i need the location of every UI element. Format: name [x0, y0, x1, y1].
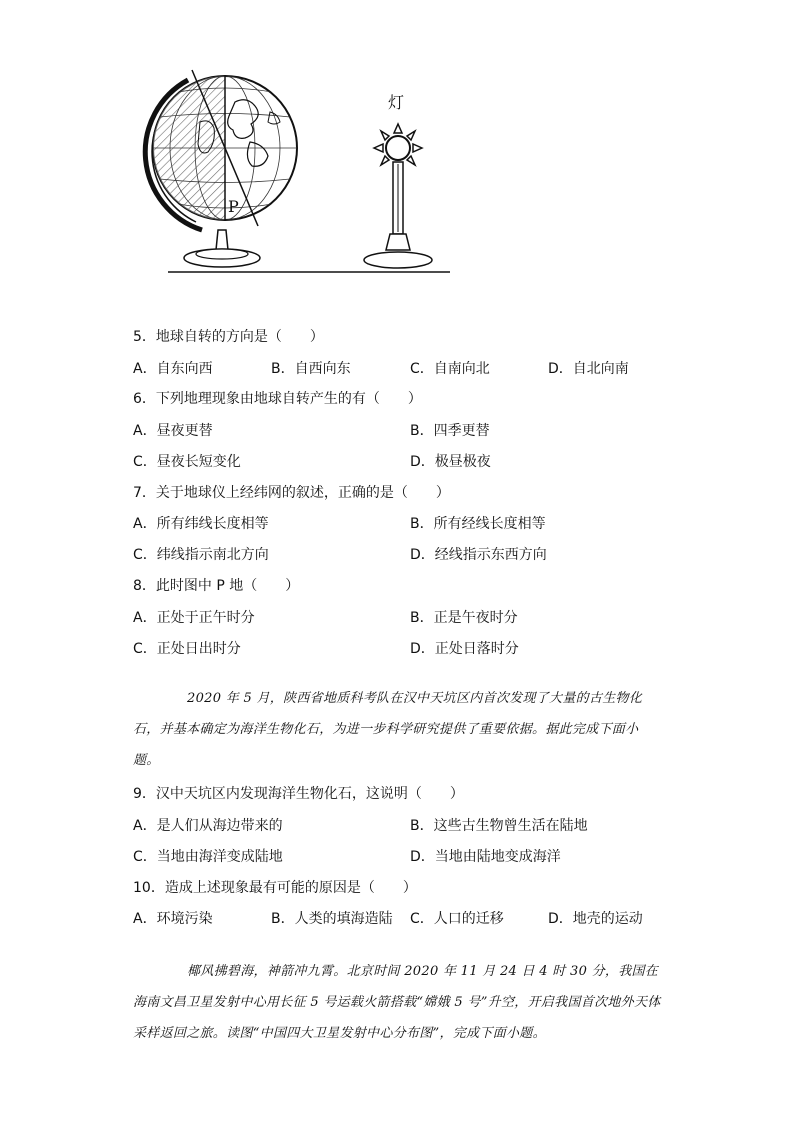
q6-option-a[interactable]: A．昼夜更替 — [133, 423, 213, 439]
q10-option-b[interactable]: B．人类的填海造陆 — [271, 911, 393, 927]
q7-option-a[interactable]: A．所有纬线长度相等 — [133, 516, 269, 532]
question-9-stem: 9．汉中天坑区内发现海洋生物化石，这说明（ ） — [133, 786, 464, 802]
q8-option-d[interactable]: D．正处日落时分 — [410, 641, 519, 657]
q5-option-d[interactable]: D．自北向南 — [548, 361, 629, 377]
q9-option-d[interactable]: D．当地由陆地变成海洋 — [410, 849, 561, 865]
point-p-label: P — [228, 197, 239, 216]
q7-option-d[interactable]: D．经线指示东西方向 — [410, 547, 547, 563]
passage-fossils: 2020 年 5 月，陕西省地质科考队在汉中天坑区内首次发现了大量的古生物化石，并基本确定为海洋生物化石，为进一步科学研究提供了重要依据。据此完成下面小题。 — [133, 691, 643, 768]
q9-option-c[interactable]: C．当地由海洋变成陆地 — [133, 849, 283, 865]
q7-option-c[interactable]: C．纬线指示南北方向 — [133, 547, 269, 563]
question-7-stem: 7．关于地球仪上经纬网的叙述，正确的是（ ） — [133, 485, 450, 501]
question-8-stem: 8．此时图中 P 地（ ） — [133, 578, 300, 594]
q8-option-a[interactable]: A．正处于正午时分 — [133, 610, 255, 626]
q5-option-c[interactable]: C．自南向北 — [410, 361, 490, 377]
q9-option-b[interactable]: B．这些古生物曾生活在陆地 — [410, 818, 588, 834]
globe-illustration — [140, 62, 480, 282]
q7-option-b[interactable]: B．所有经线长度相等 — [410, 516, 546, 532]
passage-chang-e-5: 椰风拂碧海，神箭冲九霄。北京时间 2020 年 11 月 24 日 4 时 30 分，我国在海南文昌卫星发射中心用长征 5 号运载火箭搭载“嫦娥 5 号”升空，开启我国首次地外天体采样返回之旅。读图“中国四大卫星发射中心分布图”，完成下面小题。 — [133, 964, 661, 1041]
q5-option-b[interactable]: B．自西向东 — [271, 361, 351, 377]
q8-option-b[interactable]: B．正是午夜时分 — [410, 610, 518, 626]
q10-option-c[interactable]: C．人口的迁移 — [410, 911, 504, 927]
q10-option-a[interactable]: A．环境污染 — [133, 911, 213, 927]
lamp-label: 灯 — [388, 93, 405, 112]
question-5-stem: 5．地球自转的方向是（ ） — [133, 329, 324, 345]
question-6-stem: 6．下列地理现象由地球自转产生的有（ ） — [133, 391, 422, 407]
q5-option-a[interactable]: A．自东向西 — [133, 361, 213, 377]
q6-option-c[interactable]: C．昼夜长短变化 — [133, 454, 241, 470]
globe-lamp-figure — [140, 62, 480, 282]
q6-option-d[interactable]: D．极昼极夜 — [410, 454, 491, 470]
q8-option-c[interactable]: C．正处日出时分 — [133, 641, 241, 657]
lamp-icon — [364, 124, 432, 268]
q6-option-b[interactable]: B．四季更替 — [410, 423, 490, 439]
question-10-stem: 10．造成上述现象最有可能的原因是（ ） — [133, 880, 417, 896]
q10-option-d[interactable]: D．地壳的运动 — [548, 911, 643, 927]
q9-option-a[interactable]: A．是人们从海边带来的 — [133, 818, 283, 834]
